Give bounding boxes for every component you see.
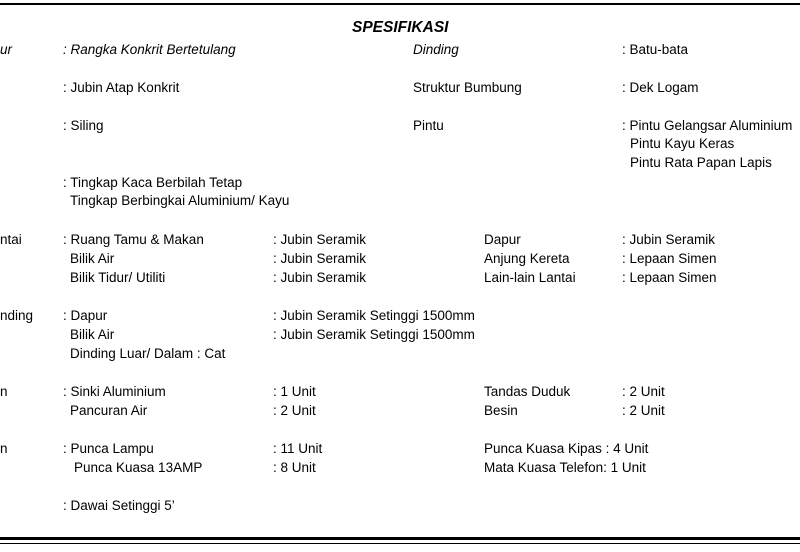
- wall-finish-b1: : Jubin Seramik Setinggi 1500mm: [273, 308, 475, 323]
- door-value-3: Pintu Rata Papan Lapis: [630, 155, 772, 170]
- electrical-a1: : Punca Lampu: [63, 441, 154, 456]
- door-value-2: Pintu Kayu Keras: [630, 136, 735, 151]
- wall-finish-a1: : Dapur: [63, 308, 108, 323]
- sanitary-a2: Pancuran Air: [70, 403, 148, 418]
- top-rule: [0, 3, 800, 5]
- sanitary-d1: : 2 Unit: [622, 384, 665, 399]
- sanitary-d2: : 2 Unit: [622, 403, 665, 418]
- electrical-c1: Punca Kuasa Kipas : 4 Unit: [484, 441, 649, 456]
- page-title: SPESIFIKASI: [352, 19, 449, 36]
- wall-label: Dinding: [413, 42, 459, 57]
- window-value-2: Tingkap Berbingkai Aluminium/ Kayu: [70, 193, 290, 208]
- floor-item-d2: : Lepaan Simen: [622, 251, 717, 266]
- row1-label-fragment: ur: [0, 42, 13, 57]
- floor-item-c1: Dapur: [484, 232, 521, 247]
- roof-value: : Jubin Atap Konkrit: [63, 80, 180, 95]
- roof-structure-value: : Dek Logam: [622, 80, 699, 95]
- bottom-rule-thick: [0, 537, 800, 540]
- floor-item-b2: : Jubin Seramik: [273, 251, 367, 266]
- ceiling-value: : Siling: [63, 118, 104, 133]
- door-value-1: : Pintu Gelangsar Aluminium: [622, 118, 793, 133]
- floor-item-d3: : Lepaan Simen: [622, 270, 717, 285]
- floor-item-c2: Anjung Kereta: [484, 251, 570, 266]
- electrical-a2: Punca Kuasa 13AMP: [74, 460, 203, 475]
- floor-item-d1: : Jubin Seramik: [622, 232, 716, 247]
- sanitary-c2: Besin: [484, 403, 518, 418]
- door-label: Pintu: [413, 118, 444, 133]
- fence-value: : Dawai Setinggi 5’: [63, 498, 175, 513]
- electrical-b1: : 11 Unit: [273, 441, 323, 456]
- wall-finish-label-fragment: nding: [0, 308, 34, 323]
- electrical-label-fragment: n: [0, 441, 8, 456]
- floor-item-a2: Bilik Air: [70, 251, 115, 266]
- bottom-rule-thin: [0, 543, 800, 544]
- wall-finish-a2: Bilik Air: [70, 327, 115, 342]
- electrical-c2: Mata Kuasa Telefon: 1 Unit: [484, 460, 646, 475]
- floor-item-b3: : Jubin Seramik: [273, 270, 367, 285]
- floor-item-b1: : Jubin Seramik: [273, 232, 367, 247]
- sanitary-b2: : 2 Unit: [273, 403, 316, 418]
- floor-item-a3: Bilik Tidur/ Utiliti: [70, 270, 166, 285]
- wall-finish-a3: Dinding Luar/ Dalam : Cat: [70, 346, 226, 361]
- floor-item-c3: Lain-lain Lantai: [484, 270, 576, 285]
- floor-label-fragment: ntai: [0, 232, 22, 247]
- sanitary-label-fragment: n: [0, 384, 8, 399]
- floor-item-a1: : Ruang Tamu & Makan: [63, 232, 204, 247]
- window-value-1: : Tingkap Kaca Berbilah Tetap: [63, 175, 243, 190]
- sanitary-b1: : 1 Unit: [273, 384, 316, 399]
- sanitary-a1: : Sinki Aluminium: [63, 384, 166, 399]
- wall-value: : Batu-bata: [622, 42, 689, 57]
- electrical-b2: : 8 Unit: [273, 460, 316, 475]
- roof-structure-label: Struktur Bumbung: [413, 80, 522, 95]
- wall-finish-b2: : Jubin Seramik Setinggi 1500mm: [273, 327, 475, 342]
- structure-value: : Rangka Konkrit Bertetulang: [63, 42, 236, 57]
- sanitary-c1: Tandas Duduk: [484, 384, 571, 399]
